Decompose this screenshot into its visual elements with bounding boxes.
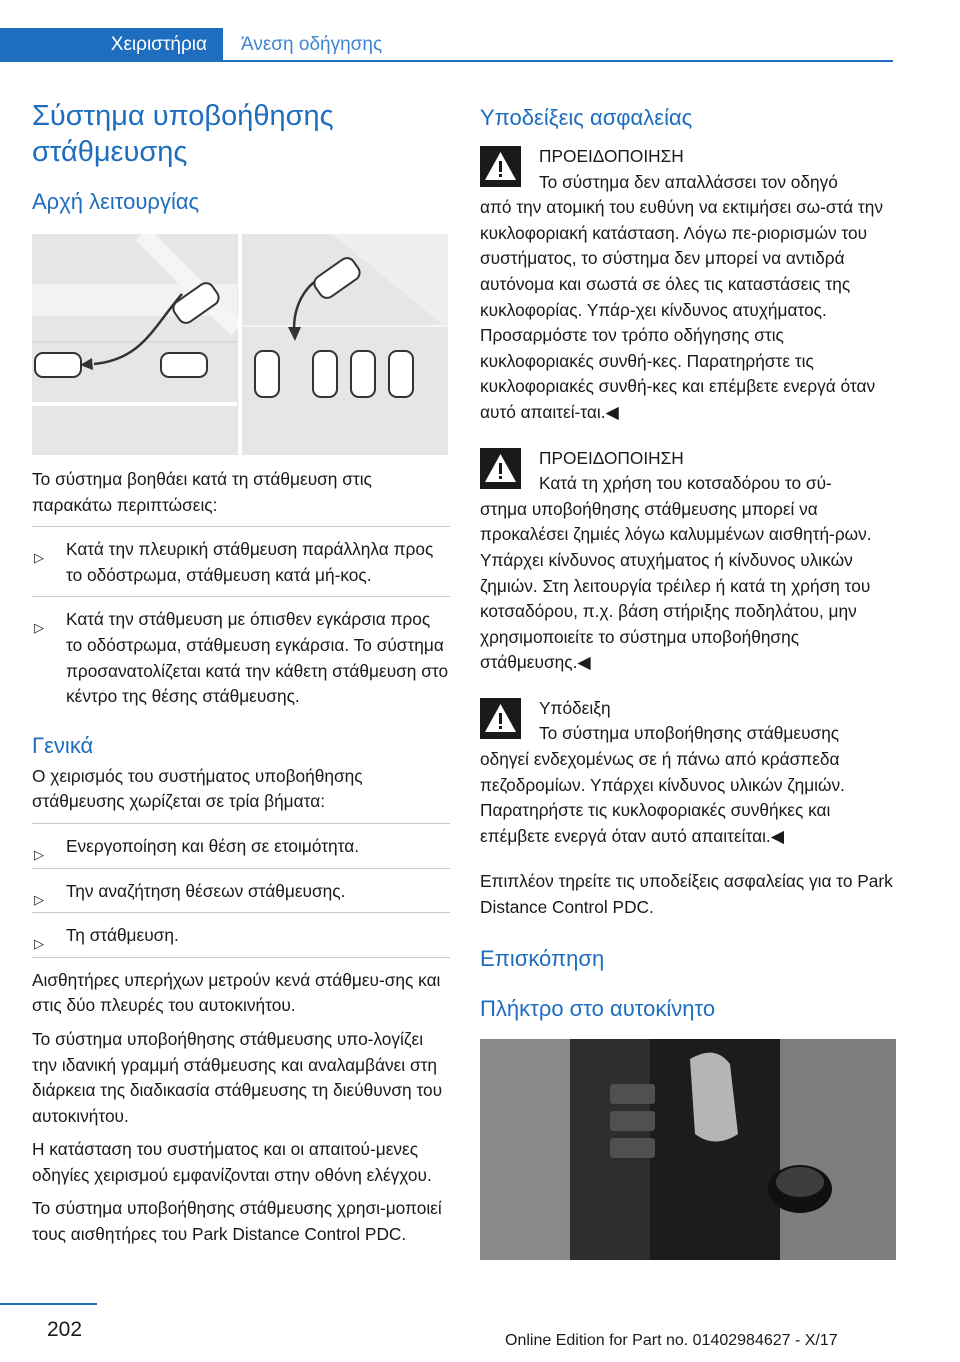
triangle-bullet-icon: ▷ <box>34 891 44 907</box>
triangle-bullet-icon: ▷ <box>34 936 44 952</box>
car-perp-4 <box>388 350 414 398</box>
intro-text: Το σύστημα βοηθάει κατά τη στάθμευση στις παρακάτω περιπτώσεις: <box>32 469 372 515</box>
warning-text: στημα υποβοήθησης στάθμευσης μπορεί να προκαλέσει ζημιές λόγω καλυμμένων αισθητή-ρων. Υπάρχει κίνδυνος ατυχήματος ή κίνδυνος υλικών ζημιών. Στη λειτουργία τρέιλερ ή κατά τη χρήση του κοτσαδόρου, π.χ. βάση στήριξης ποδηλάτου, μην χρησιμοποιείτε το σύστημα υποβοήθησης στάθμευσης.◀ <box>480 498 872 673</box>
warning-label: ΠΡΟΕΙΔΟΠΟΙΗΣΗ <box>539 146 684 166</box>
button-heading: Πλήκτρο στο αυτοκίνητο <box>480 995 716 1021</box>
warning-icon <box>480 146 521 187</box>
warning-label: ΠΡΟΕΙΔΟΠΟΙΗΣΗ <box>539 447 684 468</box>
warning-icon <box>480 448 521 489</box>
header-bar <box>0 0 960 62</box>
step-item: ▷ Τη στάθμευση. <box>32 912 450 949</box>
warning-text: από την ατομική του ευθύνη να εκτιμήσει σω-στά την κυκλοφοριακή κατάσταση. Λόγω πε-ριορισμών του συστήματος, το σύστημα δεν μπορεί να αντιδρά αυτόνομα και σωστά σε όλες τις καταστάσεις της κυκλοφορίας. Υπάρ-χει κίνδυνος ατυχήματος. Προσαρμόστε τον τρόπο οδήγησης στις κυκλοφοριακές συνθή-κες. Παρατηρήστε τις κυκλοφοριακές συνθή-κες και επέμβετε ενεργά όταν αυτό απαιτεί-ται.◀ <box>480 197 884 422</box>
case-item: ▷ Κατά την πλευρική στάθμευση παράλληλα προς το οδόστρωμα, στάθμευση κατά μή-κος. <box>32 526 450 588</box>
page-number: 202 <box>47 1318 83 1341</box>
warning-first-line: Κατά τη χρήση του κοτσαδόρου το σύ- <box>539 473 832 494</box>
triangle-bullet-icon: ▷ <box>34 620 44 636</box>
tab-driving-comfort[interactable]: Άνεση οδήγησης <box>241 34 383 55</box>
pdc-paragraph: Το σύστημα υποβοήθησης στάθμευσης χρησι-μοποιεί τους αισθητήρες του Park Distance Control PDC. <box>32 1198 442 1245</box>
divider <box>32 912 450 913</box>
sensor-paragraph: Αισθητήρες υπερήχων μετρούν κενά στάθμευ-σης και στις δύο πλευρές του αυτοκινήτου. <box>32 969 441 1016</box>
car-perp-3 <box>350 350 376 398</box>
parking-diagram <box>32 234 448 455</box>
triangle-bullet-icon: ▷ <box>34 550 44 566</box>
footer-divider <box>0 1303 97 1305</box>
case-item: ▷ Κατά την στάθμευση με όπισθεν εγκάρσια προς το οδόστρωμα, στάθμευση εγκάρσια. Το σύστημα προσανατολίζεται κατά την κάθετη στάθμευση στο κέντρο της θέσης στάθμευσης. <box>32 596 450 709</box>
general-heading: Γενικά <box>32 732 94 758</box>
divider <box>32 823 450 824</box>
step-item: ▷ Ενεργοποίηση και θέση σε ετοιμότητα. <box>32 823 450 860</box>
right-column <box>480 98 896 1260</box>
warning-block <box>480 446 896 676</box>
path-arrows <box>32 234 448 455</box>
case-list <box>32 526 450 710</box>
car-perp-1 <box>254 350 280 398</box>
tab-controls[interactable]: Χειριστήρια <box>0 28 223 62</box>
calc-paragraph: Το σύστημα υποβοήθησης στάθμευσης υπο-λογίζει την ιδανική γραμμή στάθμευσης και αναλαμβάνει στη διάρκεια της διαδικασία στάθμευσης τη διεύθυνση του αυτοκινήτου. <box>32 1028 443 1126</box>
triangle-bullet-icon: ▷ <box>34 846 44 862</box>
warning-first-line: Το σύστημα δεν απαλλάσσει τον οδηγό <box>539 171 838 192</box>
center-console-image <box>480 1039 896 1260</box>
steps-list <box>32 823 450 952</box>
page-title: Σύστημα υποβοήθησης στάθμευσης <box>32 100 334 168</box>
divider <box>32 596 450 597</box>
principle-heading: Αρχή λειτουργίας <box>32 189 200 214</box>
status-paragraph: Η κατάσταση του συστήματος και οι απαιτού-μενες οδηγίες χειρισμού εμφανίζονται στην οθόνη ελέγχου. <box>32 1139 432 1185</box>
left-column <box>32 98 450 1248</box>
warning-icon <box>480 698 521 739</box>
note-text: οδηγεί ενδεχομένως σε ή πάνω από κράσπεδα πεζοδρομίων. Υπάρχει κίνδυνος υλικών ζημιών. Παρατηρήστε τις κυκλοφοριακές συνθήκες και επέμβετε ενεργά όταν αυτό απαιτείται.◀ <box>480 749 845 846</box>
console-photo <box>480 1039 896 1260</box>
divider <box>32 957 450 958</box>
note-block <box>480 696 896 850</box>
step-item: ▷ Την αναζήτηση θέσεων στάθμευσης. <box>32 868 450 905</box>
general-text: Ο χειρισμός του συστήματος υποβοήθησης στάθμευσης χωρίζεται σε τρία βήματα: <box>32 765 363 812</box>
note-label: Υπόδειξη <box>539 697 611 718</box>
car-perp-2 <box>312 350 338 398</box>
divider <box>32 526 450 527</box>
note-first-line: Το σύστημα υποβοήθησης στάθμευσης <box>539 723 840 744</box>
header-divider <box>0 60 893 62</box>
warning-block <box>480 144 896 426</box>
edition-info: Online Edition for Part no. 01402984627 - X/17 <box>505 1332 838 1349</box>
safety-heading: Υποδείξεις ασφαλείας <box>480 105 693 130</box>
overview-heading: Επισκόπηση <box>480 945 605 971</box>
divider <box>32 868 450 869</box>
pdc-note: Επιπλέον τηρείτε τις υποδείξεις ασφαλείας για το Park Distance Control PDC. <box>480 871 893 918</box>
